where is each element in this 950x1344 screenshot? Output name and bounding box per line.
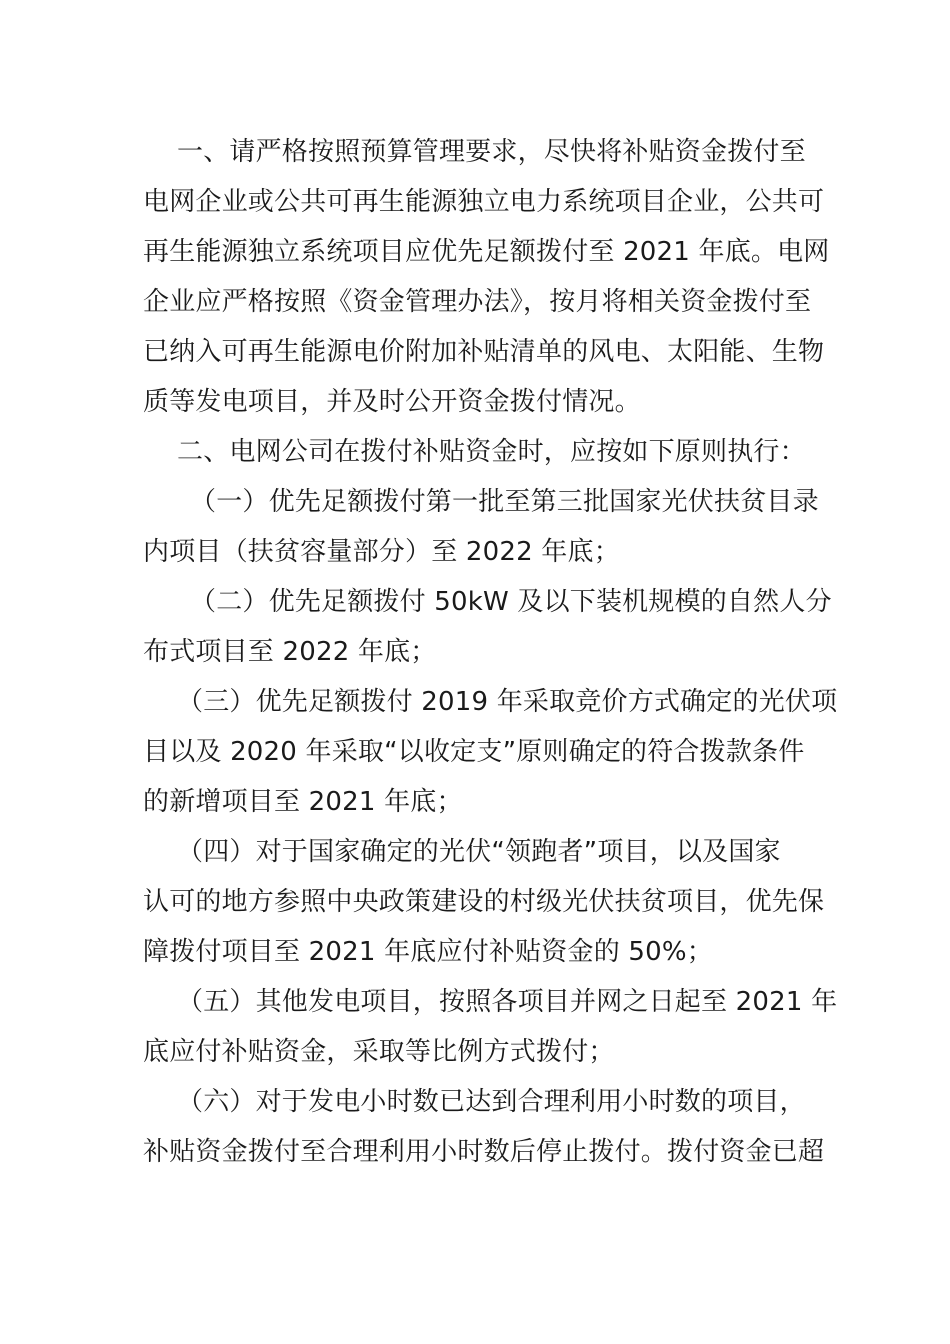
text-line: 障拨付项目至 2021 年底应付补贴资金的 50%； xyxy=(143,937,713,967)
text-line: 一、请严格按照预算管理要求，尽快将补贴资金拨付至 xyxy=(177,137,806,167)
text-line: 质等发电项目，并及时公开资金拨付情况。 xyxy=(143,387,641,417)
text-line: 企业应严格按照《资金管理办法》，按月将相关资金拨付至 xyxy=(143,287,812,317)
text-line: 的新增项目至 2021 年底； xyxy=(143,787,463,817)
text-line: 认可的地方参照中央政策建设的村级光伏扶贫项目，优先保 xyxy=(143,887,825,917)
text-line: 补贴资金拨付至合理利用小时数后停止拨付。拨付资金已超 xyxy=(143,1137,825,1167)
text-line: （六）对于发电小时数已达到合理利用小时数的项目， xyxy=(177,1087,806,1117)
text-line: 已纳入可再生能源电价附加补贴清单的风电、太阳能、生物 xyxy=(143,337,825,367)
text-line: （一）优先足额拨付第一批至第三批国家光伏扶贫目录 xyxy=(190,487,819,517)
text-line: （五）其他发电项目，按照各项目并网之日起至 2021 年 xyxy=(177,987,838,1017)
text-line: 布式项目至 2022 年底； xyxy=(143,637,437,667)
text-line: 再生能源独立系统项目应优先足额拨付至 2021 年底。电网 xyxy=(143,237,830,267)
text-line: （二）优先足额拨付 50kW 及以下装机规模的自然人分 xyxy=(190,587,832,617)
text-line: 目以及 2020 年采取“以收定支”原则确定的符合拨款条件 xyxy=(143,737,805,767)
text-line: 内项目（扶贫容量部分）至 2022 年底； xyxy=(143,537,620,567)
text-line: 二、电网公司在拨付补贴资金时，应按如下原则执行： xyxy=(177,437,806,467)
text-line: （三）优先足额拨付 2019 年采取竞价方式确定的光伏项 xyxy=(177,687,838,717)
text-line: （四）对于国家确定的光伏“领跑者”项目，以及国家 xyxy=(177,837,781,867)
text-line: 电网企业或公共可再生能源独立电力系统项目企业，公共可 xyxy=(143,187,825,217)
text-line: 底应付补贴资金，采取等比例方式拨付； xyxy=(143,1037,615,1067)
